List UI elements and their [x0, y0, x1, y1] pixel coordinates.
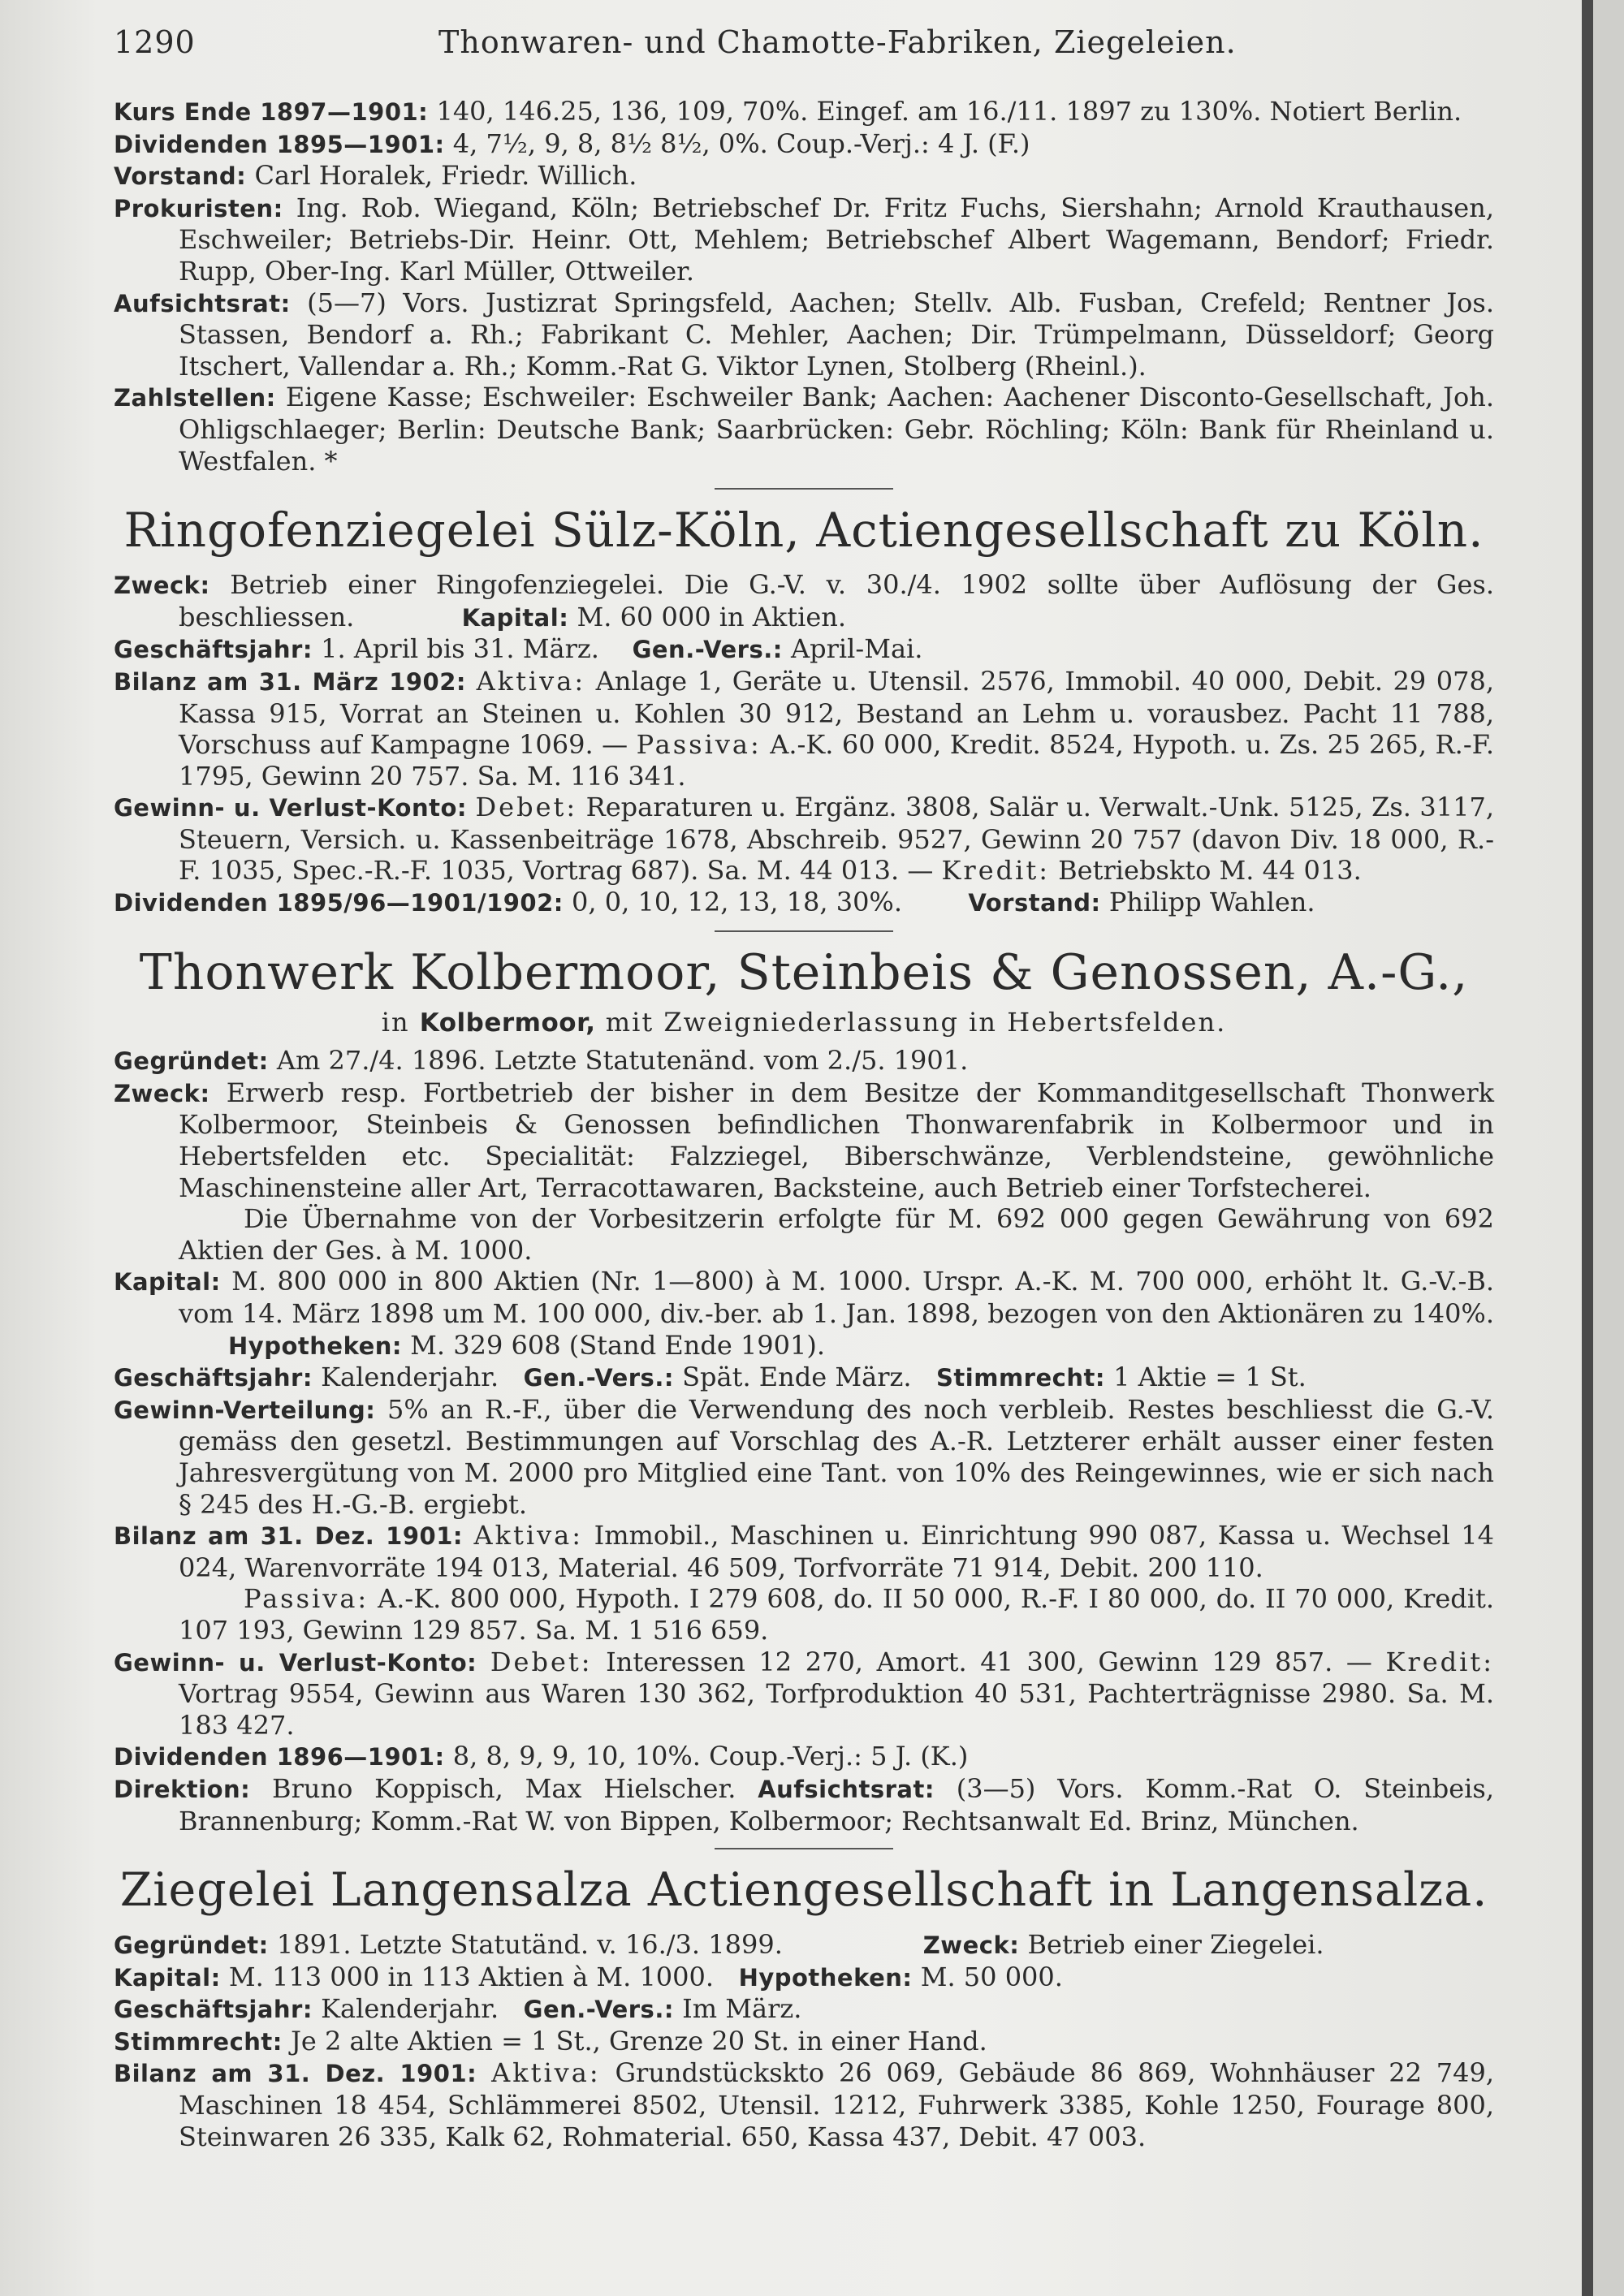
company-subtitle — [114, 1007, 1494, 1039]
bilanz-line — [114, 2057, 1494, 2152]
dividenden-text: 0, 0, 10, 12, 13, 18, 30%. — [572, 887, 902, 918]
debet-label: Debet: — [490, 1646, 593, 1677]
gegruendet-line — [114, 1045, 1494, 1077]
aktiva-label: Aktiva: — [491, 2057, 601, 2089]
kurs-line — [114, 96, 1494, 128]
prokuristen-label: Prokuristen: — [114, 194, 283, 222]
guv-label: Gewinn- u. Verlust-Konto: — [114, 1648, 477, 1677]
aktiva-label: Aktiva: — [473, 1520, 584, 1552]
geschaeftsjahr-text: 1. April bis 31. März. — [321, 633, 599, 665]
dividenden-text: 8, 8, 9, 9, 10, 10%. Coup.-Verj.: 5 J. (K.) — [452, 1741, 969, 1772]
zweck-line — [114, 569, 1494, 633]
stimmrecht-label: Stimmrecht: — [114, 2027, 283, 2056]
guv-kredit: Betriebskto M. 44 013. — [1058, 855, 1362, 887]
page-header — [114, 24, 1494, 73]
kapital-text: M. 800 000 in 800 Aktien (Nr. 1—800) à M. 1000. Urspr. A.-K. M. 700 000, erhöht lt. G.-V.-B. vom 14. März 1898 um M. 100 000, div.-ber. ab 1. Jan. 1898, bezogen von den Aktionären zu 140%. — [179, 1266, 1495, 1329]
dividenden-line — [114, 1741, 1494, 1773]
vorstand-text: Philipp Wahlen. — [1108, 887, 1315, 918]
dividenden-line — [114, 128, 1494, 161]
prokuristen-text: Ing. Rob. Wiegand, Köln; Betriebschef Dr. Fritz Fuchs, Siershahn; Arnold Krauthausen, Eschweiler; Betriebs-Dir. Heinr. Ott, Mehlem; Betriebschef Albert Wagemann, Bendorf; Friedr. Rupp, Ober-Ing. Karl Müller, Ottweiler. — [179, 192, 1495, 287]
guv-line — [114, 1646, 1494, 1741]
aktiva-label: Aktiva: — [476, 665, 586, 697]
company-title: Ziegelei Langensalza Actiengesellschaft in Langensalza. — [119, 1863, 1488, 1918]
vorstand-text: Carl Horalek, Friedr. Willich. — [254, 160, 637, 192]
company-title: Ringofenziegelei Sülz-Köln, Actiengesellschaft zu Köln. — [123, 503, 1484, 559]
section-divider — [715, 488, 893, 490]
stimmrecht-text: 1 Aktie = 1 St. — [1113, 1362, 1307, 1393]
vorstand-label: Vorstand: — [968, 889, 1101, 917]
vorstand-label: Vorstand: — [114, 162, 247, 191]
subtitle-rest: mit Zweigniederlassung in Hebertsfelden. — [605, 1006, 1227, 1038]
passiva-label: Passiva: — [636, 729, 762, 761]
kapital-line — [114, 1266, 1494, 1362]
gewinn-verteilung-line — [114, 1394, 1494, 1520]
debet-label: Debet: — [475, 792, 578, 823]
gewinn-verteilung-text: 5% an R.-F., über die Verwendung des noch verbleib. Restes beschliesst die G.-V. gemäss den gesetzl. Bestimmungen auf Vorschlag des A.-R. Letzterer erhält ausser einer festen Jahresvergütung von M. 2000 pro Mitglied eine Tant. von 10% des Reingewinnes, wie er sich nach § 245 des H.-G.-B. ergiebt. — [179, 1393, 1495, 1520]
gen-vers-label: Gen.-Vers.: — [523, 1364, 674, 1392]
kredit-label: Kredit: — [1385, 1646, 1495, 1677]
bilanz-passiva: A.-K. 800 000, Hypoth. I 279 608, do. II 50 000, R.-F. I 80 000, do. II 70 000, Kredit. 107 193, Gewinn 129 857. Sa. M. 1 516 659. — [179, 1583, 1495, 1646]
aufsichtsrat-line — [114, 287, 1494, 382]
gegruendet-label: Gegründet: — [114, 1931, 269, 1960]
running-title: Thonwaren- und Chamotte-Fabriken, Ziegeleien. — [438, 24, 1237, 60]
geschaeftsjahr-text: Kalenderjahr. — [321, 1993, 499, 2025]
direktion-text: Bruno Koppisch, Max Hielscher. — [272, 1772, 736, 1804]
dividenden-label: Dividenden 1895/96—1901/1902: — [114, 889, 564, 917]
gegruendet-text: Am 27./4. 1896. Letzte Statutenänd. vom 2./5. 1901. — [276, 1045, 969, 1077]
section-divider — [715, 1848, 893, 1849]
guv-debet: Reparaturen u. Ergänz. 3808, Salär u. Verwalt.-Unk. 5125, Zs. 3117, Steuern, Versich. u. Kassenbeiträge 1678, Abschreib. 9527, Gewinn 20 757 (davon Div. 18 000, R.-F. 1035, Spec.-R.-F. 1035, Vortrag 687). Sa. M. 44 013. — — [179, 792, 1495, 887]
aufsichtsrat-text: (5—7) Vors. Justizrat Springsfeld, Aachen; Stellv. Alb. Fusban, Crefeld; Rentner Jos. Stassen, Bendorf a. Rh.; Fabrikant C. Mehler, Aachen; Dir. Trümpelmann, Düsseldorf; Georg Itschert, Vallendar a. Rh.; Komm.-Rat G. Viktor Lynen, Stolberg (Rheinl.). — [179, 287, 1494, 382]
direktion-line — [114, 1773, 1494, 1836]
gen-vers-label: Gen.-Vers.: — [632, 636, 783, 664]
dividenden-text: 4, 7½, 9, 8, 8½ 8½, 0%. Coup.-Verj.: 4 J. (F.) — [452, 127, 1030, 159]
kredit-label: Kredit: — [941, 855, 1050, 887]
prokuristen-line — [114, 192, 1494, 287]
hypotheken-label: Hypotheken: — [738, 1963, 913, 1992]
prev-company-entry — [114, 96, 1494, 477]
page-number: 1290 — [114, 24, 196, 60]
zweck-text: Erwerb resp. Fortbetrieb der bisher in dem Besitze der Kommanditgesellschaft Thonwerk Kolbermoor, Steinbeis & Genossen befindlichen Thonwarenfabrik in Kolbermoor und in Hebertsfelden etc. Specialität: Falzziegel, Biberschwänze, Verblendsteine, gewöhnliche Maschinensteine aller Art, Terracottawaren, Backsteine, auch Betrieb einer Torfstecherei. — [179, 1077, 1495, 1203]
stimmrecht-line — [114, 2026, 1494, 2058]
page-content — [114, 96, 1494, 2152]
kurs-label: Kurs Ende 1897—1901: — [114, 98, 429, 126]
guv-kredit: Vortrag 9554, Gewinn aus Waren 130 362, Torfproduktion 40 531, Pachterträgnisse 2980. Sa. M. 183 427. — [179, 1678, 1494, 1741]
geschaeftsjahr-label: Geschäftsjahr: — [114, 1364, 313, 1392]
subtitle-place: Kolbermoor, — [419, 1008, 596, 1038]
aufsichtsrat-text: (3—5) Vors. Komm.-Rat O. Steinbeis, Brannenburg; Komm.-Rat W. von Bippen, Kolbermoor; Rechtsanwalt Ed. Brinz, München. — [179, 1772, 1495, 1836]
gegruendet-label: Gegründet: — [114, 1047, 269, 1076]
zweck-label: Zweck: — [114, 1079, 210, 1107]
bilanz-passiva-line — [114, 1583, 1494, 1646]
guv-debet: Interessen 12 270, Amort. 41 300, Gewinn 129 857. — — [606, 1646, 1372, 1677]
book-spine — [1582, 0, 1593, 2296]
zahlstellen-label: Zahlstellen: — [114, 384, 276, 412]
dividenden-label: Dividenden 1895—1901: — [114, 130, 445, 158]
aufsichtsrat-label: Aufsichtsrat: — [114, 289, 291, 317]
gegruendet-line — [114, 1929, 1494, 1962]
zahlstellen-line — [114, 382, 1494, 477]
gegruendet-text: 1891. Letzte Statutänd. v. 16./3. 1899. — [276, 1929, 783, 1961]
company-title: Thonwerk Kolbermoor, Steinbeis & Genossen, A.-G., — [139, 943, 1469, 1001]
stimmrecht-text: Je 2 alte Aktien = 1 St., Grenze 20 St. in einer Hand. — [291, 2025, 987, 2056]
kapital-label: Kapital: — [114, 1963, 221, 1992]
kurs-text: 140, 146.25, 136, 109, 70%. Eingef. am 16./11. 1897 zu 130%. Notiert Berlin. — [436, 96, 1462, 127]
bilanz-label: Bilanz am 31. März 1902: — [114, 667, 467, 696]
subtitle-in: in — [381, 1006, 410, 1038]
zweck-line-2 — [114, 1203, 1494, 1266]
page-edge — [1593, 0, 1624, 2296]
geschaeftsjahr-line — [114, 1993, 1494, 2026]
passiva-label: Passiva: — [244, 1583, 369, 1615]
bilanz-aktiva: Grundstückskto 26 069, Gebäude 86 869, Wohnhäuser 22 749, Maschinen 18 454, Schlämmerei 8502, Utensil. 1212, Fuhrwerk 3385, Kohle 1250, Fourage 800, Steinwaren 26 335, Kalk 62, Rohmaterial. 650, Kassa 437, Debit. 47 003. — [179, 2057, 1495, 2152]
kapital-text: M. 60 000 in Aktien. — [577, 601, 847, 632]
zweck-text: Betrieb einer Ziegelei. — [1027, 1929, 1324, 1961]
zweck-line — [114, 1077, 1494, 1203]
gen-vers-text: April-Mai. — [791, 633, 923, 665]
zweck-text-2: Die Übernahme von der Vorbesitzerin erfolgte für M. 692 000 gegen Gewährung von 692 Aktien der Ges. à M. 1000. — [179, 1203, 1494, 1266]
stimmrecht-label: Stimmrecht: — [936, 1364, 1105, 1392]
direktion-label: Direktion: — [114, 1775, 251, 1803]
bilanz-aktiva: Anlage 1, Geräte u. Utensil. 2576, Immobil. 40 000, Debit. 29 078, Kassa 915, Vorrat an Steinen u. Kohlen 30 912, Bestand an Lehm u. vorausbez. Pacht 11 788, Vorschuss auf Kampagne 1069. — — [179, 665, 1495, 761]
zweck-text: Betrieb einer Ringofenziegelei. Die G.-V. v. 30./4. 1902 sollte über Auflösung der Ges. beschliessen. — [179, 569, 1495, 632]
company-entry-thonwerk-kolbermoor — [114, 942, 1494, 1836]
bilanz-label: Bilanz am 31. Dez. 1901: — [114, 2060, 477, 2088]
geschaeftsjahr-text: Kalenderjahr. — [321, 1362, 499, 1393]
gen-vers-text: Spät. Ende März. — [682, 1362, 912, 1393]
company-entry-ringofenziegelei — [114, 499, 1494, 919]
zahlstellen-text: Eigene Kasse; Eschweiler: Eschweiler Bank; Aachen: Aachener Disconto-Gesellschaft, Joh. Ohligschlaeger; Berlin: Deutsche Bank; Saarbrücken: Gebr. Röchling; Köln: Bank für Rheinland u. Westfalen. * — [179, 382, 1494, 477]
kapital-line — [114, 1962, 1494, 1994]
geschaeftsjahr-line — [114, 633, 1494, 666]
company-entry-ziegelei-langensalza — [114, 1859, 1494, 2152]
zweck-label: Zweck: — [922, 1931, 1020, 1960]
section-divider — [715, 930, 893, 932]
geschaeftsjahr-label: Geschäftsjahr: — [114, 636, 313, 664]
bilanz-line — [114, 1520, 1494, 1583]
dividenden-label: Dividenden 1896—1901: — [114, 1743, 445, 1772]
geschaeftsjahr-label: Geschäftsjahr: — [114, 1996, 313, 2024]
hypotheken-text: M. 50 000. — [920, 1961, 1063, 1992]
vorstand-line — [114, 160, 1494, 192]
kapital-text: M. 113 000 in 113 Aktien à M. 1000. — [228, 1961, 715, 1992]
gen-vers-text: Im März. — [682, 1993, 802, 2025]
hypotheken-text: M. 329 608 (Stand Ende 1901). — [410, 1329, 826, 1361]
gen-vers-label: Gen.-Vers.: — [523, 1996, 674, 2024]
guv-label: Gewinn- u. Verlust-Konto: — [114, 794, 467, 822]
kapital-label: Kapital: — [461, 603, 569, 632]
gewinn-verteilung-label: Gewinn-Verteilung: — [114, 1396, 376, 1424]
bilanz-label: Bilanz am 31. Dez. 1901: — [114, 1522, 463, 1551]
kapital-label: Kapital: — [114, 1268, 221, 1297]
bilanz-passiva: A.-K. 60 000, Kredit. 8524, Hypoth. u. Zs. 25 265, R.-F. 1795, Gewinn 20 757. Sa. M. 116 341. — [179, 729, 1495, 792]
bilanz-line — [114, 666, 1494, 792]
zweck-label: Zweck: — [114, 572, 210, 600]
guv-line — [114, 792, 1494, 887]
geschaeftsjahr-line — [114, 1362, 1494, 1394]
aufsichtsrat-label: Aufsichtsrat: — [758, 1775, 935, 1803]
dividenden-line — [114, 887, 1494, 919]
bilanz-aktiva: Immobil., Maschinen u. Einrichtung 990 087, Kassa u. Wechsel 14 024, Warenvorräte 194 013, Material. 46 509, Torfvorräte 71 914, Debit. 200 110. — [179, 1520, 1495, 1583]
hypotheken-label: Hypotheken: — [228, 1331, 402, 1360]
